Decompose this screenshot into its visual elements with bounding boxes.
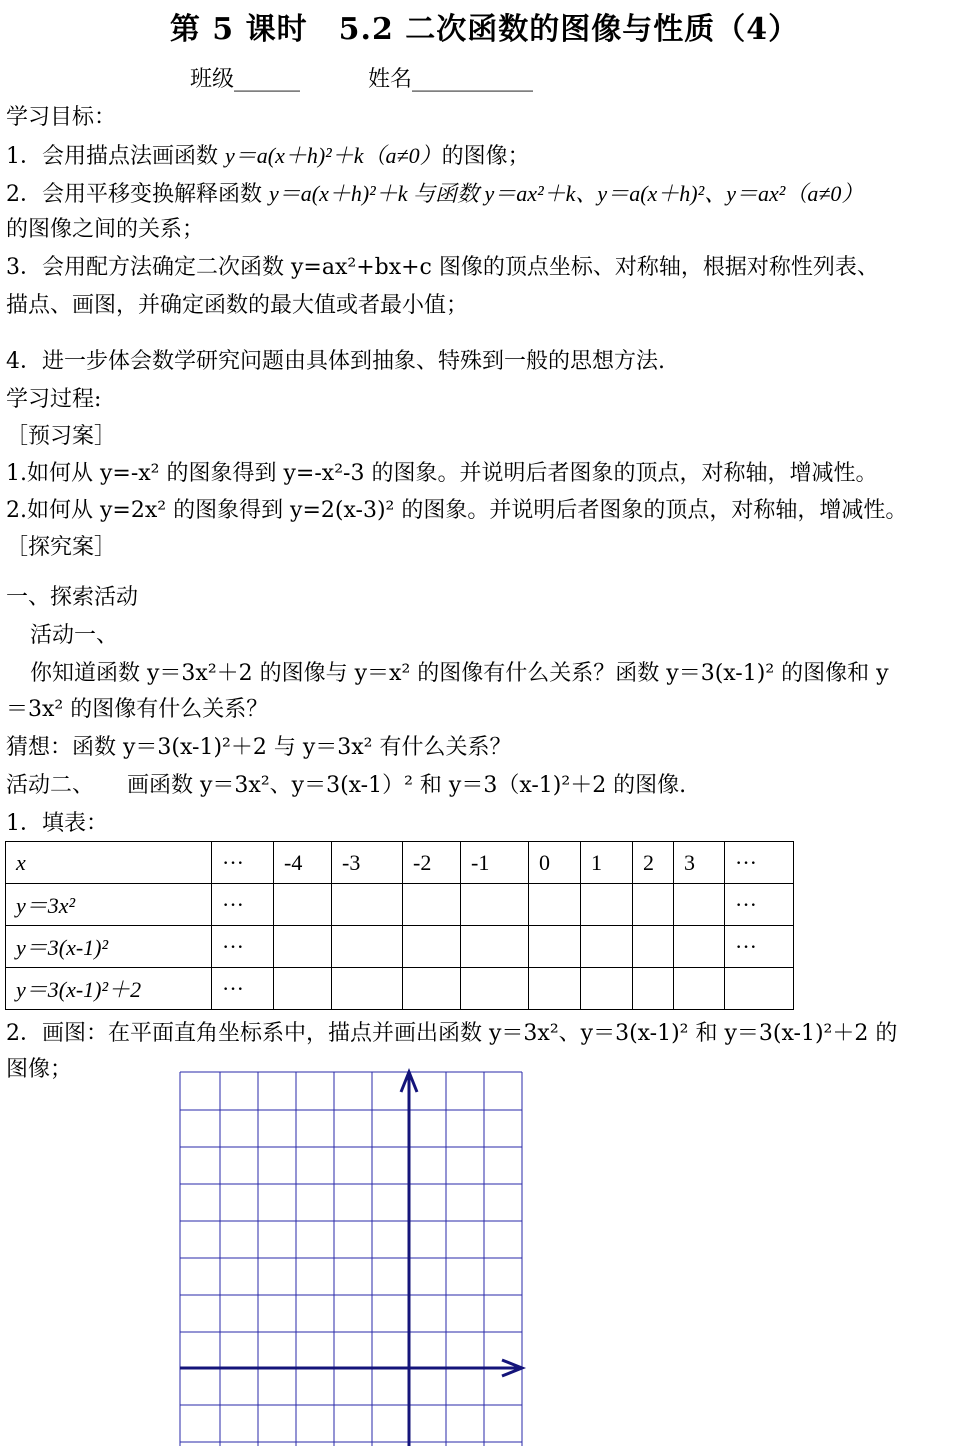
section-heading: 一、探索活动 bbox=[6, 585, 139, 610]
table-cell: -2 bbox=[403, 842, 461, 884]
table-cell: 2 bbox=[633, 842, 674, 884]
activity-2: 活动二、 画函数 y＝3x²、y＝3(x-1）² 和 y＝3（x-1)²＋2 的图像. bbox=[6, 773, 687, 798]
goal-3-line2: 描点、画图，并确定函数的最大值或者最小值； bbox=[6, 293, 469, 318]
draw-instruction-line2: 图像； bbox=[6, 1057, 73, 1082]
draw-instruction-line1: 2．画图：在平面直角坐标系中，描点并画出函数 y＝3x²、y＝3(x-1)² 和 y＝3(x-1)²＋2 的 bbox=[6, 1021, 898, 1046]
table-cell: y＝3(x-1)²＋2 bbox=[6, 968, 212, 1010]
table-cell: 1 bbox=[581, 842, 633, 884]
goal-1-formula: y＝a(x＋h)²＋k（a≠0） bbox=[225, 143, 442, 168]
process-heading: 学习过程: bbox=[6, 387, 102, 412]
table-cell: y＝3(x-1)² bbox=[6, 926, 212, 968]
goal-2-cont: 的图像之间的关系； bbox=[6, 217, 205, 242]
activity-1-line2: ＝3x² 的图像有什么关系？ bbox=[6, 697, 269, 722]
class-label: 班级______ bbox=[190, 67, 301, 92]
name-label: 姓名___________ bbox=[368, 67, 534, 92]
page-title: 第 5 课时 5.2 二次函数的图像与性质（4） bbox=[169, 12, 800, 47]
preview-q1: 1.如何从 y=-x² 的图象得到 y=-x²-3 的图象。并说明后者图象的顶点，对称轴，增减性。 bbox=[6, 461, 878, 486]
fill-heading: 1．填表： bbox=[6, 811, 108, 836]
table-cell: ··· bbox=[212, 926, 274, 968]
table-cell: ··· bbox=[725, 926, 794, 968]
activity-1-title: 活动一、 bbox=[30, 623, 119, 648]
table-row bbox=[6, 884, 794, 926]
table-cell: ··· bbox=[212, 884, 274, 926]
explore-heading: ［探究案］ bbox=[6, 535, 117, 560]
table-cell: -3 bbox=[332, 842, 403, 884]
table-cell bbox=[725, 968, 794, 1010]
goal-3-line1: 3．会用配方法确定二次函数 y=ax²+bx+c 图像的顶点坐标、对称轴，根据对称性列表、 bbox=[6, 255, 879, 280]
goal-2-formula: y＝a(x＋h)²＋k 与函数 y＝ax²＋k、y＝a(x＋h)²、y＝ax²（a≠0） bbox=[269, 181, 864, 206]
goals-heading: 学习目标： bbox=[6, 105, 117, 130]
goal-2-text: 2．会用平移变换解释函数 bbox=[6, 182, 269, 207]
table-cell: ··· bbox=[725, 842, 794, 884]
value-table bbox=[5, 841, 794, 1010]
goal-2 bbox=[6, 180, 863, 209]
guess: 猜想：函数 y＝3(x-1)²＋2 与 y＝3x² 有什么关系？ bbox=[6, 735, 512, 760]
table-cell: ··· bbox=[212, 968, 274, 1010]
table-row-x bbox=[6, 842, 794, 884]
goal-4: 4．进一步体会数学研究问题由具体到抽象、特殊到一般的思想方法. bbox=[6, 349, 665, 374]
table-cell: ··· bbox=[725, 884, 794, 926]
table-cell: -4 bbox=[274, 842, 332, 884]
table-row bbox=[6, 926, 794, 968]
table-cell: -1 bbox=[461, 842, 529, 884]
grid-lines bbox=[180, 1072, 522, 1446]
table-cell: 0 bbox=[529, 842, 581, 884]
preview-q2: 2.如何从 y=2x² 的图象得到 y=2(x-3)² 的图象。并说明后者图象的顶点，对称轴，增减性。 bbox=[6, 498, 908, 523]
coordinate-grid bbox=[170, 1062, 530, 1446]
table-cell: y＝3x² bbox=[6, 884, 212, 926]
activity-1-line1: 你知道函数 y＝3x²＋2 的图像与 y＝x² 的图像有什么关系？函数 y＝3(x-1)² 的图像和 y bbox=[30, 661, 889, 686]
goal-1-suffix: 的图像； bbox=[441, 144, 530, 169]
table-cell: x bbox=[6, 842, 212, 884]
goal-1-text: 1．会用描点法画函数 bbox=[6, 144, 225, 169]
table-row bbox=[6, 968, 794, 1010]
table-cell: ··· bbox=[212, 842, 274, 884]
preview-heading: ［预习案］ bbox=[6, 424, 117, 449]
axes bbox=[180, 1072, 522, 1446]
goal-1 bbox=[6, 142, 530, 171]
table-cell: 3 bbox=[674, 842, 725, 884]
